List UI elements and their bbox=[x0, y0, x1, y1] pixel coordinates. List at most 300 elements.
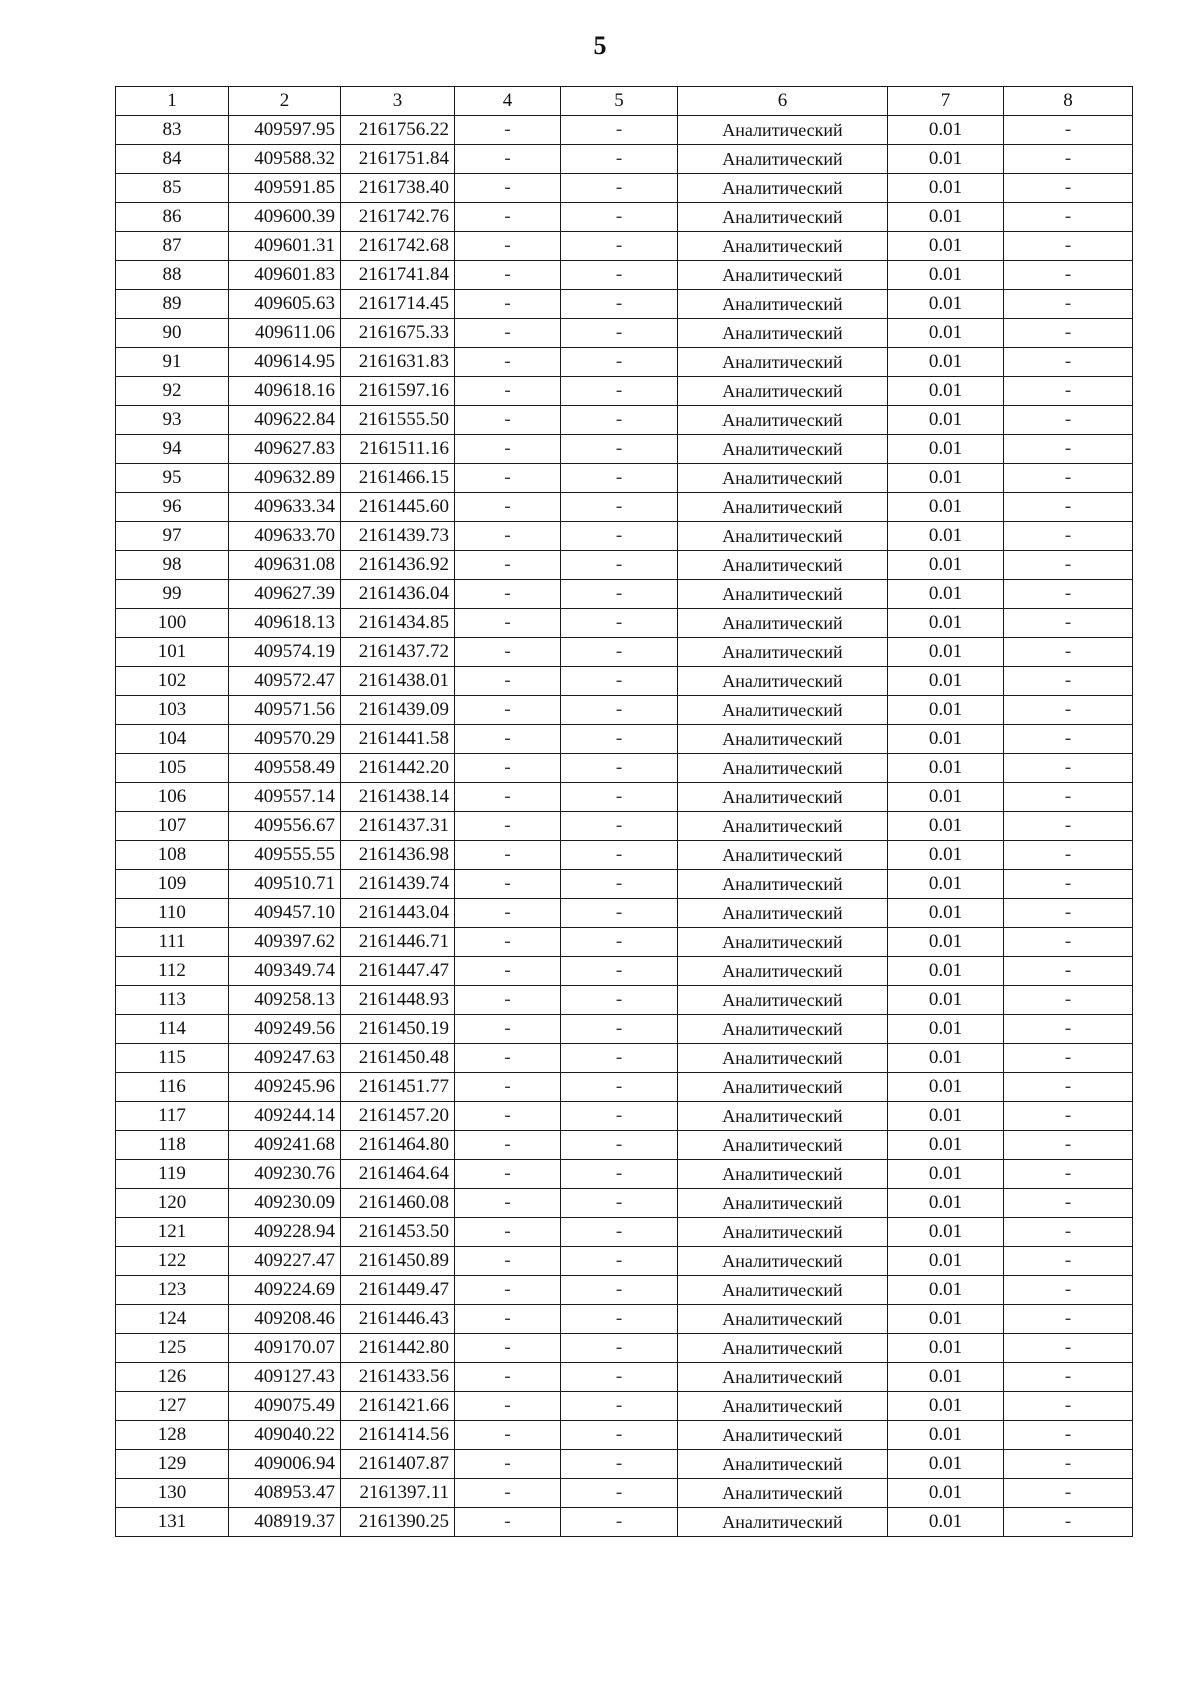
table-row bbox=[116, 232, 1133, 261]
cell-col-4: - bbox=[455, 464, 561, 493]
cell-col-4: - bbox=[455, 1421, 561, 1450]
cell-coord-x: 409245.96 bbox=[229, 1073, 341, 1102]
cell-coord-y: 2161450.89 bbox=[341, 1247, 455, 1276]
cell-method: Аналитический bbox=[678, 899, 888, 928]
cell-col-5: - bbox=[561, 319, 678, 348]
cell-coord-x: 409244.14 bbox=[229, 1102, 341, 1131]
cell-col-5: - bbox=[561, 1392, 678, 1421]
cell-coord-y: 2161447.47 bbox=[341, 957, 455, 986]
cell-coord-y: 2161464.64 bbox=[341, 1160, 455, 1189]
cell-method: Аналитический bbox=[678, 174, 888, 203]
cell-method: Аналитический bbox=[678, 464, 888, 493]
cell-col-4: - bbox=[455, 870, 561, 899]
cell-coord-y: 2161714.45 bbox=[341, 290, 455, 319]
cell-method: Аналитический bbox=[678, 870, 888, 899]
cell-method: Аналитический bbox=[678, 1392, 888, 1421]
cell-accuracy: 0.01 bbox=[888, 1276, 1004, 1305]
cell-accuracy: 0.01 bbox=[888, 1392, 1004, 1421]
table-row bbox=[116, 725, 1133, 754]
table-row bbox=[116, 812, 1133, 841]
cell-col-8: - bbox=[1004, 551, 1133, 580]
cell-col-5: - bbox=[561, 812, 678, 841]
page-number: 5 bbox=[593, 31, 607, 60]
coordinates-table bbox=[115, 86, 1133, 1537]
cell-method: Аналитический bbox=[678, 812, 888, 841]
cell-col-5: - bbox=[561, 1508, 678, 1537]
cell-coord-x: 409558.49 bbox=[229, 754, 341, 783]
cell-point-number: 121 bbox=[116, 1218, 229, 1247]
cell-col-5: - bbox=[561, 725, 678, 754]
cell-coord-y: 2161433.56 bbox=[341, 1363, 455, 1392]
cell-point-number: 123 bbox=[116, 1276, 229, 1305]
cell-coord-y: 2161460.08 bbox=[341, 1189, 455, 1218]
cell-col-8: - bbox=[1004, 493, 1133, 522]
cell-col-8: - bbox=[1004, 1450, 1133, 1479]
cell-accuracy: 0.01 bbox=[888, 493, 1004, 522]
cell-point-number: 122 bbox=[116, 1247, 229, 1276]
cell-col-5: - bbox=[561, 174, 678, 203]
header-cell-3: 3 bbox=[341, 87, 455, 116]
cell-coord-y: 2161390.25 bbox=[341, 1508, 455, 1537]
cell-col-4: - bbox=[455, 1450, 561, 1479]
cell-col-4: - bbox=[455, 1015, 561, 1044]
cell-accuracy: 0.01 bbox=[888, 1421, 1004, 1450]
cell-coord-x: 409556.67 bbox=[229, 812, 341, 841]
table-row bbox=[116, 145, 1133, 174]
cell-coord-y: 2161448.93 bbox=[341, 986, 455, 1015]
cell-col-5: - bbox=[561, 754, 678, 783]
cell-col-8: - bbox=[1004, 319, 1133, 348]
cell-col-8: - bbox=[1004, 1392, 1133, 1421]
cell-col-5: - bbox=[561, 1044, 678, 1073]
table-row bbox=[116, 1247, 1133, 1276]
cell-col-5: - bbox=[561, 1305, 678, 1334]
cell-coord-x: 409633.34 bbox=[229, 493, 341, 522]
table-row bbox=[116, 870, 1133, 899]
cell-method: Аналитический bbox=[678, 522, 888, 551]
cell-accuracy: 0.01 bbox=[888, 1305, 1004, 1334]
cell-point-number: 112 bbox=[116, 957, 229, 986]
cell-coord-x: 409208.46 bbox=[229, 1305, 341, 1334]
cell-accuracy: 0.01 bbox=[888, 406, 1004, 435]
cell-coord-y: 2161436.92 bbox=[341, 551, 455, 580]
table-row bbox=[116, 754, 1133, 783]
cell-col-8: - bbox=[1004, 609, 1133, 638]
cell-coord-x: 409588.32 bbox=[229, 145, 341, 174]
cell-accuracy: 0.01 bbox=[888, 1015, 1004, 1044]
table-row bbox=[116, 957, 1133, 986]
cell-method: Аналитический bbox=[678, 1508, 888, 1537]
cell-col-5: - bbox=[561, 1247, 678, 1276]
cell-coord-y: 2161751.84 bbox=[341, 145, 455, 174]
cell-point-number: 100 bbox=[116, 609, 229, 638]
table-row bbox=[116, 1392, 1133, 1421]
cell-accuracy: 0.01 bbox=[888, 174, 1004, 203]
table-row bbox=[116, 551, 1133, 580]
cell-coord-x: 409597.95 bbox=[229, 116, 341, 145]
cell-point-number: 85 bbox=[116, 174, 229, 203]
cell-point-number: 113 bbox=[116, 986, 229, 1015]
cell-point-number: 125 bbox=[116, 1334, 229, 1363]
cell-col-5: - bbox=[561, 232, 678, 261]
cell-col-4: - bbox=[455, 754, 561, 783]
cell-coord-y: 2161434.85 bbox=[341, 609, 455, 638]
cell-coord-x: 409127.43 bbox=[229, 1363, 341, 1392]
cell-point-number: 98 bbox=[116, 551, 229, 580]
cell-col-4: - bbox=[455, 812, 561, 841]
cell-coord-x: 409627.39 bbox=[229, 580, 341, 609]
cell-col-5: - bbox=[561, 957, 678, 986]
cell-method: Аналитический bbox=[678, 841, 888, 870]
cell-col-8: - bbox=[1004, 696, 1133, 725]
cell-method: Аналитический bbox=[678, 783, 888, 812]
cell-method: Аналитический bbox=[678, 493, 888, 522]
cell-accuracy: 0.01 bbox=[888, 667, 1004, 696]
cell-accuracy: 0.01 bbox=[888, 754, 1004, 783]
cell-col-5: - bbox=[561, 986, 678, 1015]
cell-coord-y: 2161438.01 bbox=[341, 667, 455, 696]
cell-col-5: - bbox=[561, 261, 678, 290]
cell-col-5: - bbox=[561, 522, 678, 551]
cell-coord-x: 409349.74 bbox=[229, 957, 341, 986]
cell-col-8: - bbox=[1004, 580, 1133, 609]
cell-col-8: - bbox=[1004, 986, 1133, 1015]
table-row bbox=[116, 1015, 1133, 1044]
cell-point-number: 101 bbox=[116, 638, 229, 667]
cell-method: Аналитический bbox=[678, 1102, 888, 1131]
cell-col-8: - bbox=[1004, 261, 1133, 290]
cell-accuracy: 0.01 bbox=[888, 638, 1004, 667]
cell-coord-y: 2161446.43 bbox=[341, 1305, 455, 1334]
cell-col-5: - bbox=[561, 464, 678, 493]
table-row bbox=[116, 1334, 1133, 1363]
cell-method: Аналитический bbox=[678, 1218, 888, 1247]
cell-point-number: 87 bbox=[116, 232, 229, 261]
cell-accuracy: 0.01 bbox=[888, 1160, 1004, 1189]
cell-accuracy: 0.01 bbox=[888, 464, 1004, 493]
table-row bbox=[116, 783, 1133, 812]
cell-col-4: - bbox=[455, 1392, 561, 1421]
table-row bbox=[116, 319, 1133, 348]
cell-point-number: 117 bbox=[116, 1102, 229, 1131]
cell-coord-y: 2161446.71 bbox=[341, 928, 455, 957]
cell-col-5: - bbox=[561, 1334, 678, 1363]
cell-col-4: - bbox=[455, 957, 561, 986]
cell-coord-y: 2161450.48 bbox=[341, 1044, 455, 1073]
cell-col-4: - bbox=[455, 841, 561, 870]
cell-method: Аналитический bbox=[678, 1450, 888, 1479]
cell-point-number: 130 bbox=[116, 1479, 229, 1508]
cell-col-8: - bbox=[1004, 1189, 1133, 1218]
cell-col-8: - bbox=[1004, 783, 1133, 812]
cell-col-8: - bbox=[1004, 464, 1133, 493]
table-row bbox=[116, 1421, 1133, 1450]
cell-col-4: - bbox=[455, 319, 561, 348]
table-row bbox=[116, 696, 1133, 725]
cell-coord-x: 409249.56 bbox=[229, 1015, 341, 1044]
header-cell-1: 1 bbox=[116, 87, 229, 116]
cell-method: Аналитический bbox=[678, 377, 888, 406]
table-row bbox=[116, 348, 1133, 377]
cell-point-number: 131 bbox=[116, 1508, 229, 1537]
cell-coord-x: 409632.89 bbox=[229, 464, 341, 493]
cell-coord-y: 2161421.66 bbox=[341, 1392, 455, 1421]
header-cell-8: 8 bbox=[1004, 87, 1133, 116]
cell-point-number: 91 bbox=[116, 348, 229, 377]
table-row bbox=[116, 464, 1133, 493]
cell-coord-y: 2161597.16 bbox=[341, 377, 455, 406]
cell-coord-x: 409601.83 bbox=[229, 261, 341, 290]
cell-coord-x: 409258.13 bbox=[229, 986, 341, 1015]
cell-accuracy: 0.01 bbox=[888, 986, 1004, 1015]
cell-col-4: - bbox=[455, 1508, 561, 1537]
cell-method: Аналитический bbox=[678, 667, 888, 696]
cell-coord-y: 2161738.40 bbox=[341, 174, 455, 203]
cell-method: Аналитический bbox=[678, 638, 888, 667]
cell-col-4: - bbox=[455, 348, 561, 377]
cell-point-number: 99 bbox=[116, 580, 229, 609]
cell-col-5: - bbox=[561, 1073, 678, 1102]
cell-point-number: 120 bbox=[116, 1189, 229, 1218]
table-row bbox=[116, 928, 1133, 957]
cell-col-4: - bbox=[455, 1218, 561, 1247]
table-row bbox=[116, 609, 1133, 638]
cell-point-number: 128 bbox=[116, 1421, 229, 1450]
cell-method: Аналитический bbox=[678, 1073, 888, 1102]
cell-col-8: - bbox=[1004, 928, 1133, 957]
cell-point-number: 104 bbox=[116, 725, 229, 754]
cell-col-8: - bbox=[1004, 522, 1133, 551]
table-row bbox=[116, 522, 1133, 551]
cell-col-8: - bbox=[1004, 841, 1133, 870]
cell-accuracy: 0.01 bbox=[888, 609, 1004, 638]
cell-col-4: - bbox=[455, 1363, 561, 1392]
cell-coord-x: 409605.63 bbox=[229, 290, 341, 319]
cell-col-8: - bbox=[1004, 725, 1133, 754]
cell-accuracy: 0.01 bbox=[888, 870, 1004, 899]
cell-coord-y: 2161439.09 bbox=[341, 696, 455, 725]
cell-col-5: - bbox=[561, 1015, 678, 1044]
table-row bbox=[116, 493, 1133, 522]
cell-col-8: - bbox=[1004, 1218, 1133, 1247]
cell-method: Аналитический bbox=[678, 609, 888, 638]
cell-coord-x: 409622.84 bbox=[229, 406, 341, 435]
cell-col-4: - bbox=[455, 1479, 561, 1508]
table-row bbox=[116, 290, 1133, 319]
cell-coord-y: 2161457.20 bbox=[341, 1102, 455, 1131]
cell-col-5: - bbox=[561, 551, 678, 580]
cell-point-number: 129 bbox=[116, 1450, 229, 1479]
cell-method: Аналитический bbox=[678, 435, 888, 464]
cell-coord-x: 409631.08 bbox=[229, 551, 341, 580]
cell-accuracy: 0.01 bbox=[888, 928, 1004, 957]
cell-coord-y: 2161439.74 bbox=[341, 870, 455, 899]
cell-col-4: - bbox=[455, 899, 561, 928]
cell-col-8: - bbox=[1004, 1015, 1133, 1044]
table-row bbox=[116, 1044, 1133, 1073]
cell-col-8: - bbox=[1004, 406, 1133, 435]
cell-col-4: - bbox=[455, 203, 561, 232]
cell-point-number: 115 bbox=[116, 1044, 229, 1073]
cell-coord-x: 409230.09 bbox=[229, 1189, 341, 1218]
header-cell-7: 7 bbox=[888, 87, 1004, 116]
table-row bbox=[116, 1102, 1133, 1131]
cell-coord-x: 409227.47 bbox=[229, 1247, 341, 1276]
cell-accuracy: 0.01 bbox=[888, 812, 1004, 841]
cell-accuracy: 0.01 bbox=[888, 261, 1004, 290]
table-row bbox=[116, 899, 1133, 928]
cell-col-4: - bbox=[455, 290, 561, 319]
cell-point-number: 103 bbox=[116, 696, 229, 725]
cell-col-5: - bbox=[561, 1421, 678, 1450]
cell-point-number: 96 bbox=[116, 493, 229, 522]
cell-coord-y: 2161442.80 bbox=[341, 1334, 455, 1363]
cell-col-8: - bbox=[1004, 1305, 1133, 1334]
cell-coord-y: 2161451.77 bbox=[341, 1073, 455, 1102]
cell-col-4: - bbox=[455, 609, 561, 638]
cell-accuracy: 0.01 bbox=[888, 1479, 1004, 1508]
cell-col-4: - bbox=[455, 493, 561, 522]
cell-method: Аналитический bbox=[678, 551, 888, 580]
cell-coord-x: 409600.39 bbox=[229, 203, 341, 232]
cell-col-8: - bbox=[1004, 435, 1133, 464]
cell-col-4: - bbox=[455, 1334, 561, 1363]
cell-accuracy: 0.01 bbox=[888, 203, 1004, 232]
cell-method: Аналитический bbox=[678, 232, 888, 261]
cell-col-5: - bbox=[561, 493, 678, 522]
cell-coord-x: 409618.13 bbox=[229, 609, 341, 638]
cell-point-number: 118 bbox=[116, 1131, 229, 1160]
cell-coord-x: 409397.62 bbox=[229, 928, 341, 957]
cell-accuracy: 0.01 bbox=[888, 899, 1004, 928]
table-row bbox=[116, 377, 1133, 406]
cell-col-5: - bbox=[561, 290, 678, 319]
cell-col-8: - bbox=[1004, 1508, 1133, 1537]
cell-col-8: - bbox=[1004, 1421, 1133, 1450]
header-cell-5: 5 bbox=[561, 87, 678, 116]
cell-col-8: - bbox=[1004, 174, 1133, 203]
cell-col-5: - bbox=[561, 1479, 678, 1508]
table-row bbox=[116, 638, 1133, 667]
cell-method: Аналитический bbox=[678, 1276, 888, 1305]
cell-col-8: - bbox=[1004, 957, 1133, 986]
cell-coord-x: 409557.14 bbox=[229, 783, 341, 812]
cell-accuracy: 0.01 bbox=[888, 377, 1004, 406]
cell-point-number: 111 bbox=[116, 928, 229, 957]
table-row bbox=[116, 261, 1133, 290]
cell-point-number: 126 bbox=[116, 1363, 229, 1392]
cell-accuracy: 0.01 bbox=[888, 319, 1004, 348]
cell-point-number: 110 bbox=[116, 899, 229, 928]
cell-col-5: - bbox=[561, 1160, 678, 1189]
cell-coord-x: 408953.47 bbox=[229, 1479, 341, 1508]
cell-col-4: - bbox=[455, 377, 561, 406]
cell-col-5: - bbox=[561, 580, 678, 609]
cell-coord-x: 408919.37 bbox=[229, 1508, 341, 1537]
cell-col-4: - bbox=[455, 261, 561, 290]
cell-col-5: - bbox=[561, 928, 678, 957]
cell-accuracy: 0.01 bbox=[888, 1508, 1004, 1537]
cell-accuracy: 0.01 bbox=[888, 841, 1004, 870]
table-row bbox=[116, 174, 1133, 203]
cell-coord-y: 2161439.73 bbox=[341, 522, 455, 551]
cell-coord-x: 409574.19 bbox=[229, 638, 341, 667]
cell-point-number: 124 bbox=[116, 1305, 229, 1334]
cell-col-5: - bbox=[561, 1450, 678, 1479]
cell-col-4: - bbox=[455, 435, 561, 464]
cell-coord-x: 409241.68 bbox=[229, 1131, 341, 1160]
cell-col-8: - bbox=[1004, 290, 1133, 319]
cell-point-number: 97 bbox=[116, 522, 229, 551]
cell-col-5: - bbox=[561, 406, 678, 435]
cell-accuracy: 0.01 bbox=[888, 551, 1004, 580]
cell-col-8: - bbox=[1004, 638, 1133, 667]
cell-coord-x: 409614.95 bbox=[229, 348, 341, 377]
cell-point-number: 127 bbox=[116, 1392, 229, 1421]
cell-method: Аналитический bbox=[678, 986, 888, 1015]
table-row bbox=[116, 1073, 1133, 1102]
cell-col-4: - bbox=[455, 638, 561, 667]
cell-accuracy: 0.01 bbox=[888, 1363, 1004, 1392]
cell-coord-y: 2161445.60 bbox=[341, 493, 455, 522]
cell-coord-y: 2161464.80 bbox=[341, 1131, 455, 1160]
cell-accuracy: 0.01 bbox=[888, 580, 1004, 609]
cell-col-5: - bbox=[561, 609, 678, 638]
cell-point-number: 94 bbox=[116, 435, 229, 464]
cell-col-8: - bbox=[1004, 203, 1133, 232]
cell-col-4: - bbox=[455, 406, 561, 435]
table-row bbox=[116, 986, 1133, 1015]
table-row bbox=[116, 1218, 1133, 1247]
cell-col-5: - bbox=[561, 203, 678, 232]
table-row bbox=[116, 667, 1133, 696]
table-row bbox=[116, 1363, 1133, 1392]
table-row bbox=[116, 1450, 1133, 1479]
cell-col-4: - bbox=[455, 1247, 561, 1276]
cell-coord-y: 2161631.83 bbox=[341, 348, 455, 377]
cell-accuracy: 0.01 bbox=[888, 1189, 1004, 1218]
cell-coord-x: 409224.69 bbox=[229, 1276, 341, 1305]
cell-point-number: 90 bbox=[116, 319, 229, 348]
cell-col-8: - bbox=[1004, 754, 1133, 783]
cell-col-8: - bbox=[1004, 1334, 1133, 1363]
cell-col-5: - bbox=[561, 667, 678, 696]
cell-method: Аналитический bbox=[678, 1131, 888, 1160]
cell-col-8: - bbox=[1004, 1479, 1133, 1508]
cell-col-5: - bbox=[561, 783, 678, 812]
cell-col-5: - bbox=[561, 145, 678, 174]
cell-method: Аналитический bbox=[678, 725, 888, 754]
cell-col-5: - bbox=[561, 435, 678, 464]
cell-coord-y: 2161442.20 bbox=[341, 754, 455, 783]
cell-point-number: 86 bbox=[116, 203, 229, 232]
cell-coord-x: 409228.94 bbox=[229, 1218, 341, 1247]
cell-col-8: - bbox=[1004, 899, 1133, 928]
cell-col-8: - bbox=[1004, 667, 1133, 696]
table-row bbox=[116, 406, 1133, 435]
table-body bbox=[116, 116, 1133, 1537]
cell-point-number: 106 bbox=[116, 783, 229, 812]
cell-point-number: 107 bbox=[116, 812, 229, 841]
cell-col-5: - bbox=[561, 1363, 678, 1392]
cell-method: Аналитический bbox=[678, 290, 888, 319]
cell-col-4: - bbox=[455, 1189, 561, 1218]
cell-col-4: - bbox=[455, 1160, 561, 1189]
cell-col-4: - bbox=[455, 1073, 561, 1102]
cell-col-8: - bbox=[1004, 145, 1133, 174]
table-row bbox=[116, 203, 1133, 232]
cell-coord-x: 409457.10 bbox=[229, 899, 341, 928]
